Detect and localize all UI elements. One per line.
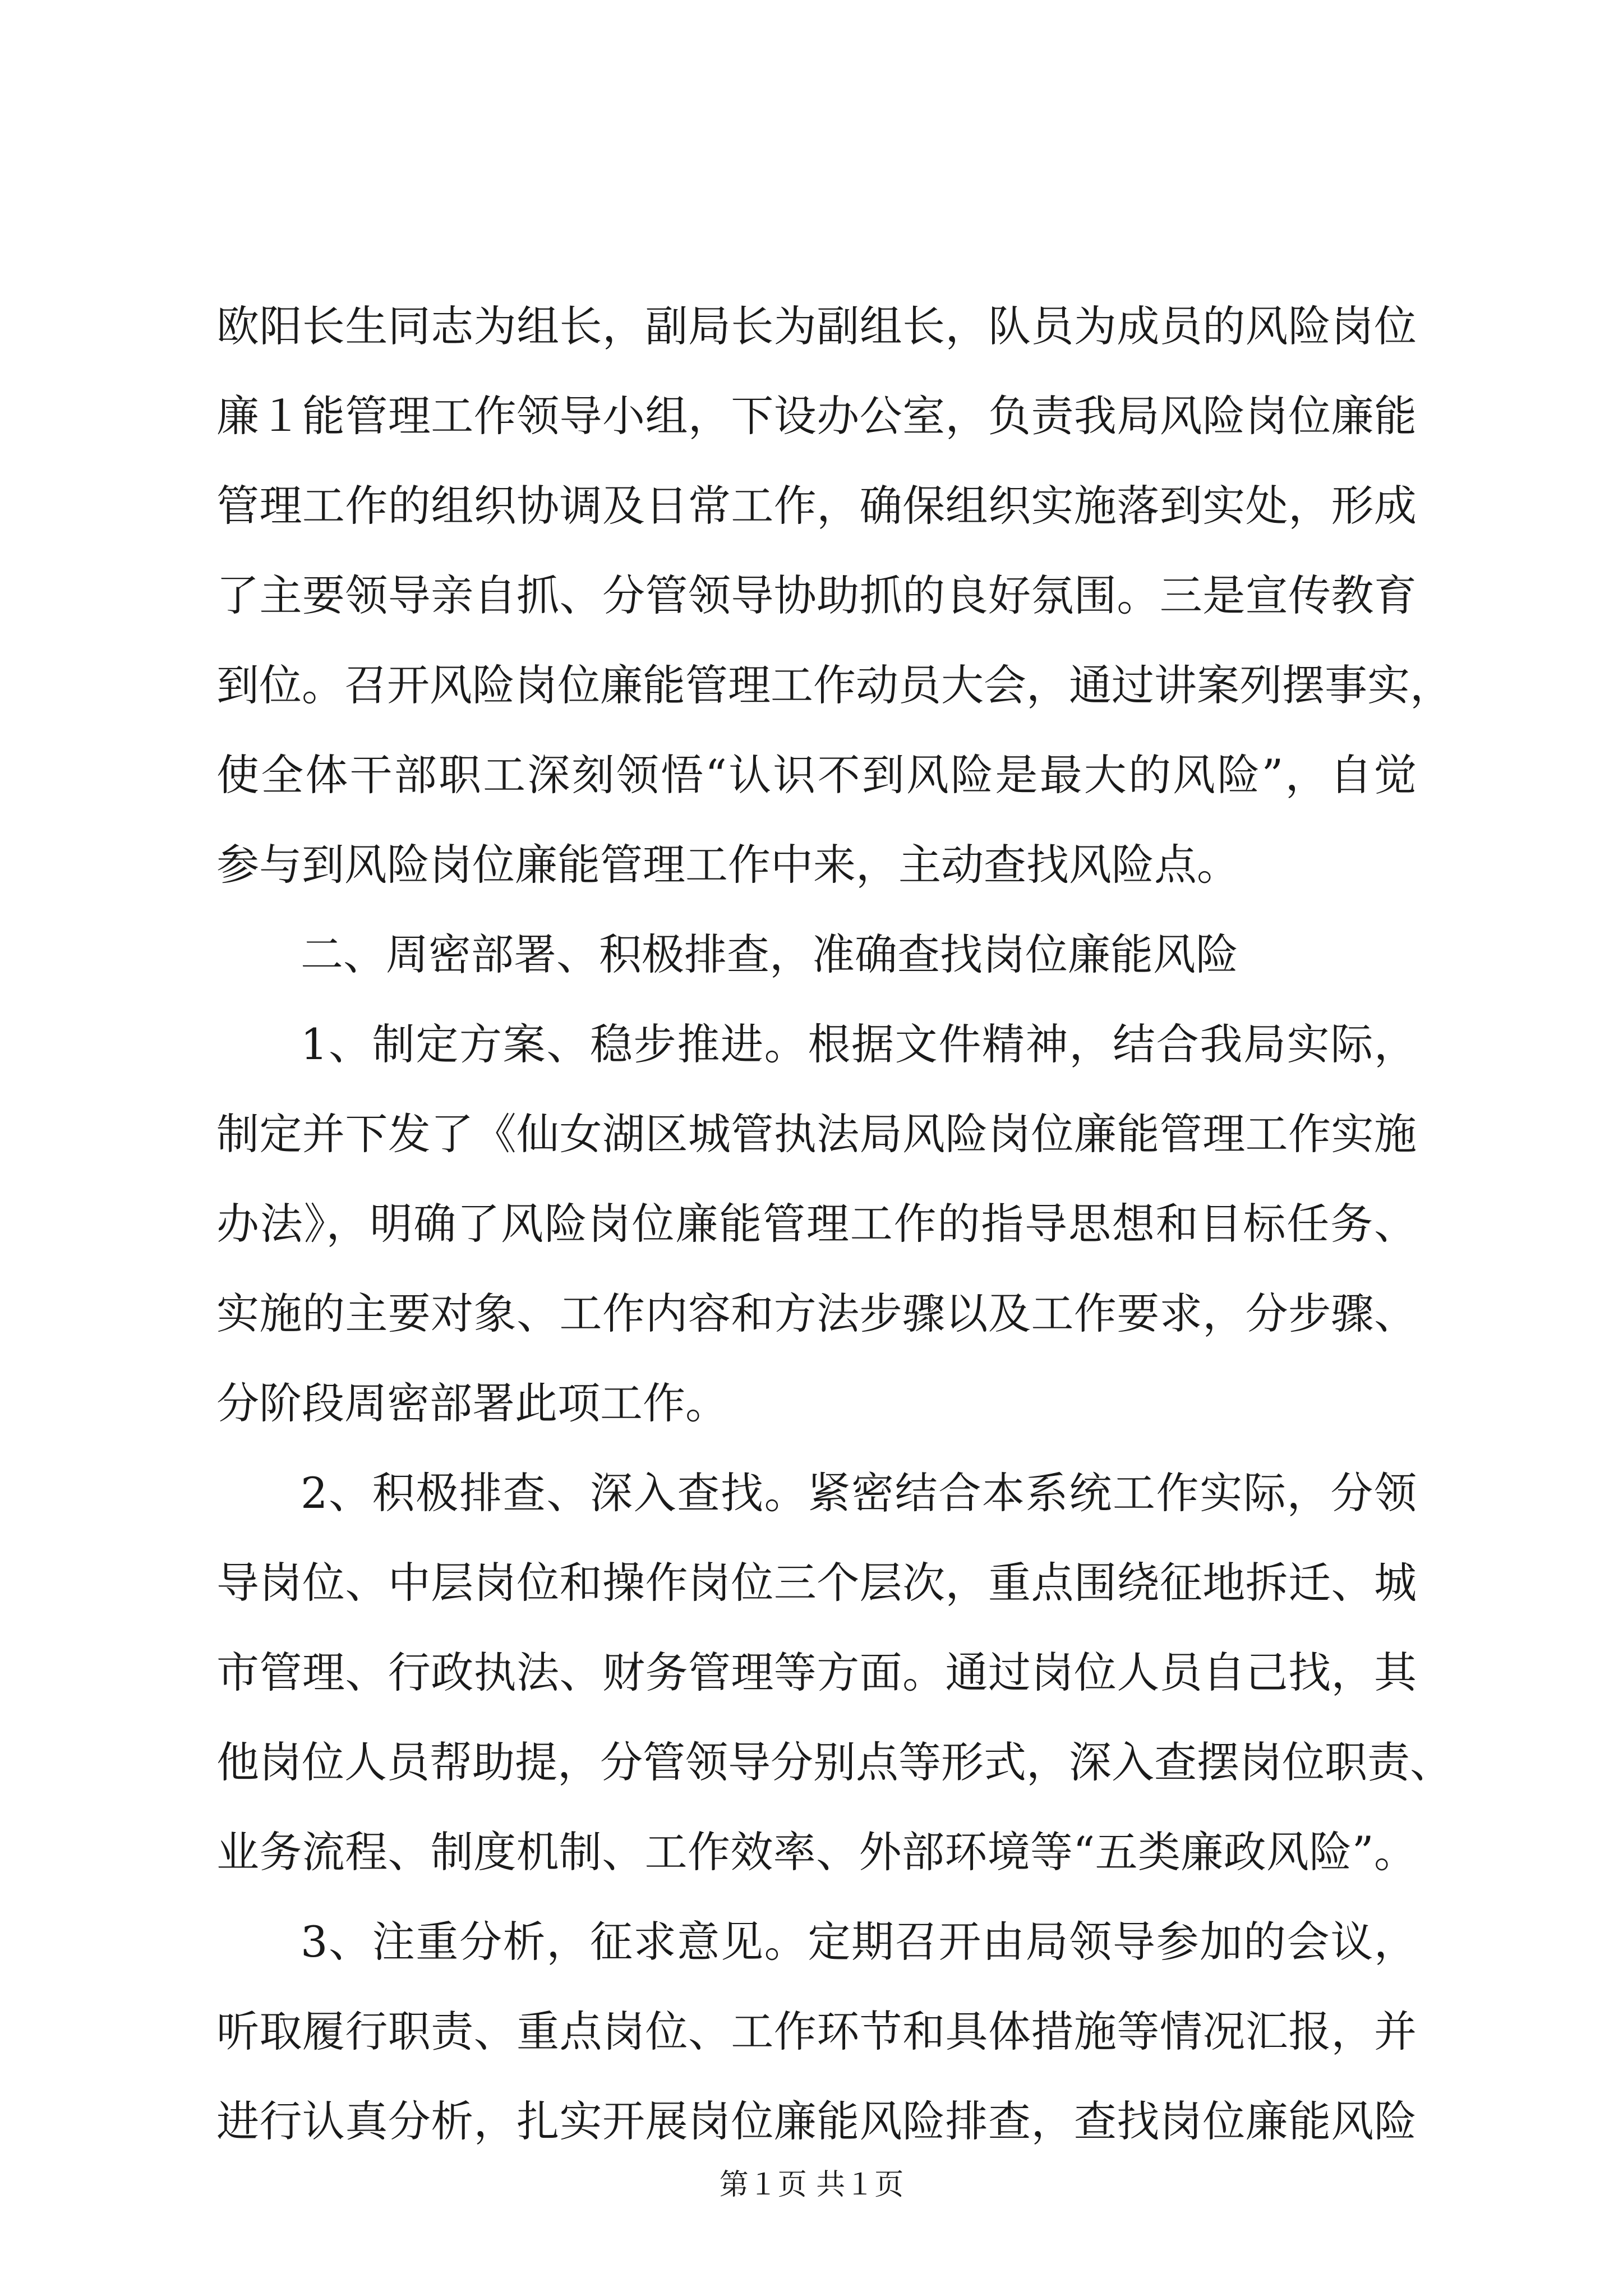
- item-3-first-line: 3、注重分析，征求意见。定期召开由局领导参加的会议，: [301, 1917, 1417, 1967]
- paragraph-line: 廉１能管理工作领导小组，下设办公室，负责我局风险岗位廉能: [216, 391, 1417, 441]
- paragraph-line: 听取履行职责、重点岗位、工作环节和具体措施等情况汇报，并: [216, 2007, 1417, 2056]
- paragraph-line: 了主要领导亲自抓、分管领导协助抓的良好氛围。三是宣传教育: [216, 570, 1417, 620]
- item-1-first-line: 1、制定方案、稳步推进。根据文件精神，结合我局实际，: [301, 1019, 1417, 1069]
- paragraph-line: 参与到风险岗位廉能管理工作中来，主动查找风险点。: [216, 840, 1239, 890]
- paragraph-line: 分阶段周密部署此项工作。: [216, 1378, 728, 1428]
- paragraph-line: 实施的主要对象、工作内容和方法步骤以及工作要求，分步骤、: [216, 1289, 1417, 1338]
- paragraph-line: 管理工作的组织协调及日常工作，确保组织实施落到实处，形成: [216, 481, 1417, 531]
- paragraph-line: 进行认真分析，扎实开展岗位廉能风险排查，查找岗位廉能风险: [216, 2096, 1417, 2146]
- paragraph-line: 导岗位、中层岗位和操作岗位三个层次，重点围绕征地拆迁、城: [216, 1558, 1417, 1608]
- paragraph-line: 业务流程、制度机制、工作效率、外部环境等“五类廉政风险”。: [216, 1827, 1417, 1877]
- section-heading: 二、周密部署、积极排查，准确查找岗位廉能风险: [301, 930, 1238, 979]
- paragraph-line: 到位。召开风险岗位廉能管理工作动员大会，通过讲案列摆事实，: [216, 660, 1453, 710]
- paragraph-line: 办法》，明确了风险岗位廉能管理工作的指导思想和目标任务、: [216, 1199, 1417, 1249]
- paragraph-line: 制定并下发了《仙女湖区城管执法局风险岗位廉能管理工作实施: [216, 1109, 1417, 1159]
- paragraph-line: 使全体干部职工深刻领悟“认识不到风险是最大的风险”，自觉: [216, 750, 1417, 800]
- page-footer: 第１页 共１页: [719, 2168, 904, 2202]
- item-2-first-line: 2、积极排查、深入查找。紧密结合本系统工作实际，分领: [301, 1468, 1417, 1518]
- paragraph-line: 他岗位人员帮助提，分管领导分别点等形式，深入查摆岗位职责、: [216, 1737, 1453, 1787]
- paragraph-line: 欧阳长生同志为组长，副局长为副组长，队员为成员的风险岗位: [216, 301, 1417, 351]
- paragraph-line: 市管理、行政执法、财务管理等方面。通过岗位人员自己找，其: [216, 1648, 1417, 1697]
